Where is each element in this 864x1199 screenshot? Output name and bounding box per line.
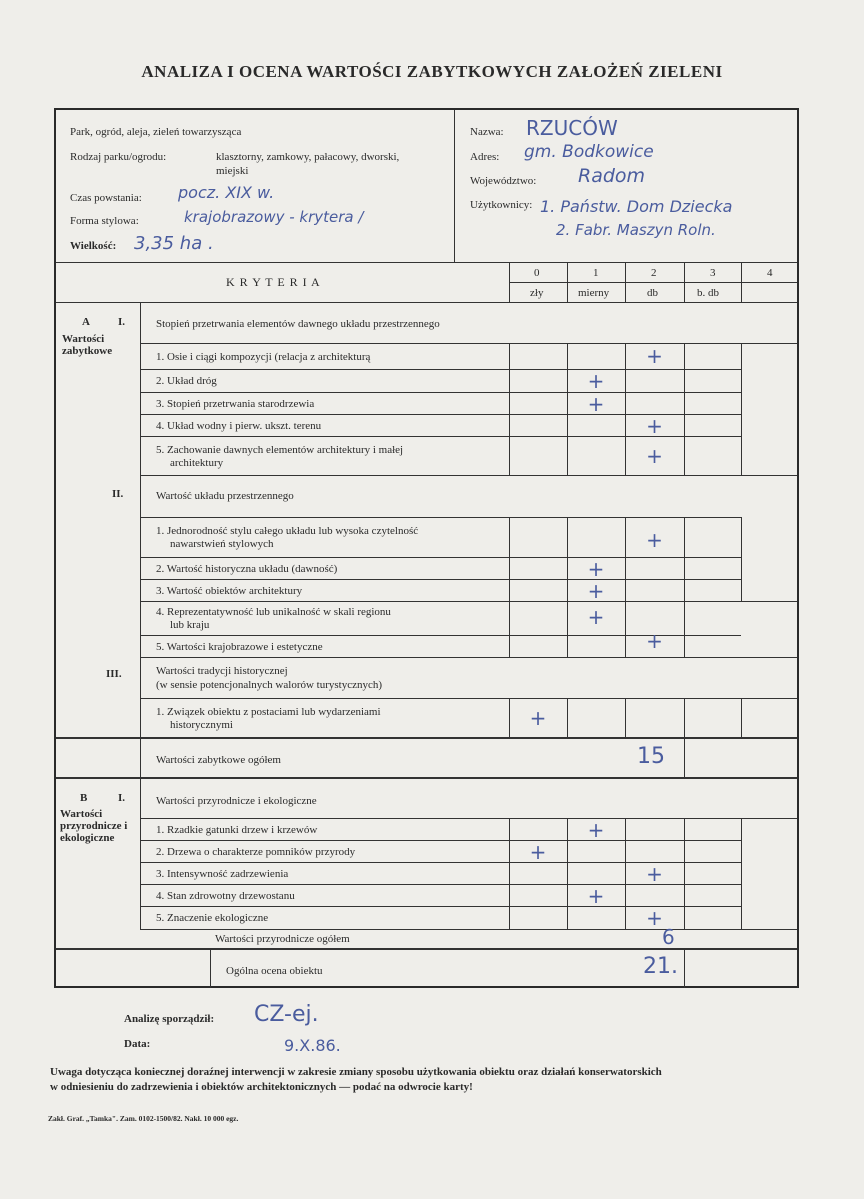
mark-b-1: + — [587, 818, 605, 842]
analysis-signature: CZ-ej. — [254, 1002, 319, 1027]
object-type-label: Park, ogród, aleja, zieleń towarzysząca — [70, 126, 242, 138]
mark-a2-2: + — [587, 557, 605, 581]
created-label: Czas powstania: — [70, 192, 142, 204]
voivodeship-value: Radom — [578, 165, 646, 187]
score-name-1: mierny — [578, 287, 610, 299]
size-label: Wielkość: — [70, 240, 117, 252]
mark-b-2: + — [529, 840, 547, 864]
a2-item-4: 4. Reprezentatywność lub unikalność w skali regionu — [156, 606, 391, 618]
mark-b-3: + — [646, 862, 663, 886]
note-line-2: w odniesieniu do zadrzewienia i obiektów architektonicznych — podać na odwrocie karty! — [50, 1081, 473, 1093]
a1-item-4: 4. Układ wodny i pierw. ukszt. terenu — [156, 420, 322, 432]
a2-item-1: 1. Jednorodność stylu całego układu lub wysoka czytelność — [156, 525, 419, 537]
section-a2-num: II. — [112, 488, 124, 500]
analysis-label: Analizę sporządził: — [124, 1013, 215, 1025]
date-value: 9.X.86. — [284, 1036, 341, 1055]
name-value: RZUCÓW — [526, 116, 618, 140]
name-label: Nazwa: — [470, 126, 504, 138]
b-total-value: 6 — [662, 925, 675, 949]
a1-item-5-cont: architektury — [170, 457, 224, 469]
score-name-0: zły — [530, 287, 544, 299]
a2-item-2: 2. Wartość historyczna układu (dawność) — [156, 563, 338, 575]
a2-item-5: 5. Wartości krajobrazowe i estetyczne — [156, 641, 323, 653]
users-label: Użytkownicy: — [470, 199, 533, 211]
a1-item-3: 3. Stopień przetrwania starodrzewia — [156, 398, 315, 410]
style-value: krajobrazowy - krytera / — [184, 208, 364, 226]
address-label: Adres: — [470, 151, 500, 163]
section-a3-title-2: (w sensie potencjonalnych walorów turystycznych) — [156, 679, 383, 691]
address-value: gm. Bodkowice — [524, 142, 654, 162]
mark-b-5: + — [646, 906, 663, 930]
mark-a3-1: + — [529, 706, 547, 730]
overall-value: 21. — [643, 954, 678, 979]
score-name-3: b. db — [697, 287, 719, 299]
mark-a1-5: + — [646, 444, 663, 468]
section-a1-title: Stopień przetrwania elementów dawnego układu przestrzennego — [156, 318, 440, 330]
mark-b-4: + — [587, 884, 605, 908]
b-item-5: 5. Znaczenie ekologiczne — [156, 912, 269, 924]
mark-a1-2: + — [587, 369, 605, 393]
score-4: 4 — [767, 267, 773, 279]
a-total-value: 15 — [637, 744, 665, 769]
users-value-1: 1. Państw. Dom Dziecka — [540, 197, 733, 216]
section-a-letter: A — [82, 316, 90, 328]
score-0: 0 — [534, 267, 540, 279]
b-item-2: 2. Drzewa o charakterze pomników przyrody — [156, 846, 356, 858]
created-value: pocz. XIX w. — [178, 183, 275, 202]
section-a2-title: Wartość układu przestrzennego — [156, 490, 294, 502]
b-total-label: Wartości przyrodnicze ogółem — [215, 933, 350, 945]
mark-a2-4: + — [587, 605, 605, 629]
mark-a2-3: + — [587, 579, 605, 603]
b-item-1: 1. Rzadkie gatunki drzew i krzewów — [156, 824, 318, 836]
b-item-4: 4. Stan zdrowotny drzewostanu — [156, 890, 295, 902]
users-value-2: 2. Fabr. Maszyn Roln. — [556, 221, 716, 239]
a2-item-3: 3. Wartość obiektów architektury — [156, 585, 303, 597]
section-b-title: Wartości przyrodnicze i ekologiczne — [156, 795, 317, 807]
section-b-name: Wartości przyrodnicze i ekologiczne — [60, 808, 128, 844]
style-label: Forma stylowa: — [70, 215, 139, 227]
score-1: 1 — [593, 267, 599, 279]
park-kind-options: klasztorny, zamkowy, pałacowy, dworski, — [216, 151, 400, 163]
park-kind-label: Rodzaj parku/ogrodu: — [70, 151, 167, 163]
score-2: 2 — [651, 267, 657, 279]
voivodeship-label: Województwo: — [470, 175, 537, 187]
a2-item-1-cont: nawarstwień stylowych — [170, 538, 274, 550]
a1-item-5: 5. Zachowanie dawnych elementów architektury i małej — [156, 444, 404, 456]
date-label: Data: — [124, 1038, 151, 1050]
a1-item-1: 1. Osie i ciągi kompozycji (relacja z architekturą — [156, 351, 371, 363]
a3-item-1-cont: historycznymi — [170, 719, 233, 731]
overall-label: Ogólna ocena obiektu — [226, 965, 323, 977]
mark-a1-1: + — [646, 344, 663, 368]
b-item-3: 3. Intensywność zadrzewienia — [156, 868, 289, 880]
section-a3-num: III. — [106, 668, 122, 680]
a-total-label: Wartości zabytkowe ogółem — [156, 754, 281, 766]
a1-item-2: 2. Układ dróg — [156, 375, 217, 387]
section-a-name: Wartości zabytkowe — [62, 333, 113, 357]
a3-item-1: 1. Związek obiektu z postaciami lub wydarzeniami — [156, 706, 381, 718]
mark-a1-3: + — [587, 392, 605, 416]
mark-a2-5: + — [646, 629, 663, 653]
a2-item-4-cont: lub kraju — [170, 619, 210, 631]
printer-info: Zakł. Graf. „Tamka". Zam. 0102-1500/82. Nakł. 10 000 egz. — [48, 1114, 239, 1123]
form-title: ANALIZA I OCENA WARTOŚCI ZABYTKOWYCH ZAŁOŻEŃ ZIELENI — [141, 62, 723, 81]
section-a1-num: I. — [118, 316, 126, 328]
section-b-letter: B — [80, 792, 88, 804]
score-3: 3 — [710, 267, 716, 279]
size-value: 3,35 ha . — [134, 233, 214, 254]
mark-a2-1: + — [646, 528, 663, 552]
note-line-1: Uwaga dotycząca koniecznej doraźnej interwencji w zakresie zmiany sposobu użytkowania obiektu oraz działań konserwatorskich — [50, 1066, 662, 1078]
criteria-header: K R Y T E R I A — [226, 275, 321, 289]
mark-a1-4: + — [646, 414, 663, 438]
section-b-num: I. — [118, 792, 126, 804]
section-a3-title: Wartości tradycji historycznej — [156, 665, 288, 677]
park-kind-options-2: miejski — [216, 165, 249, 177]
score-name-2: db — [647, 287, 658, 299]
